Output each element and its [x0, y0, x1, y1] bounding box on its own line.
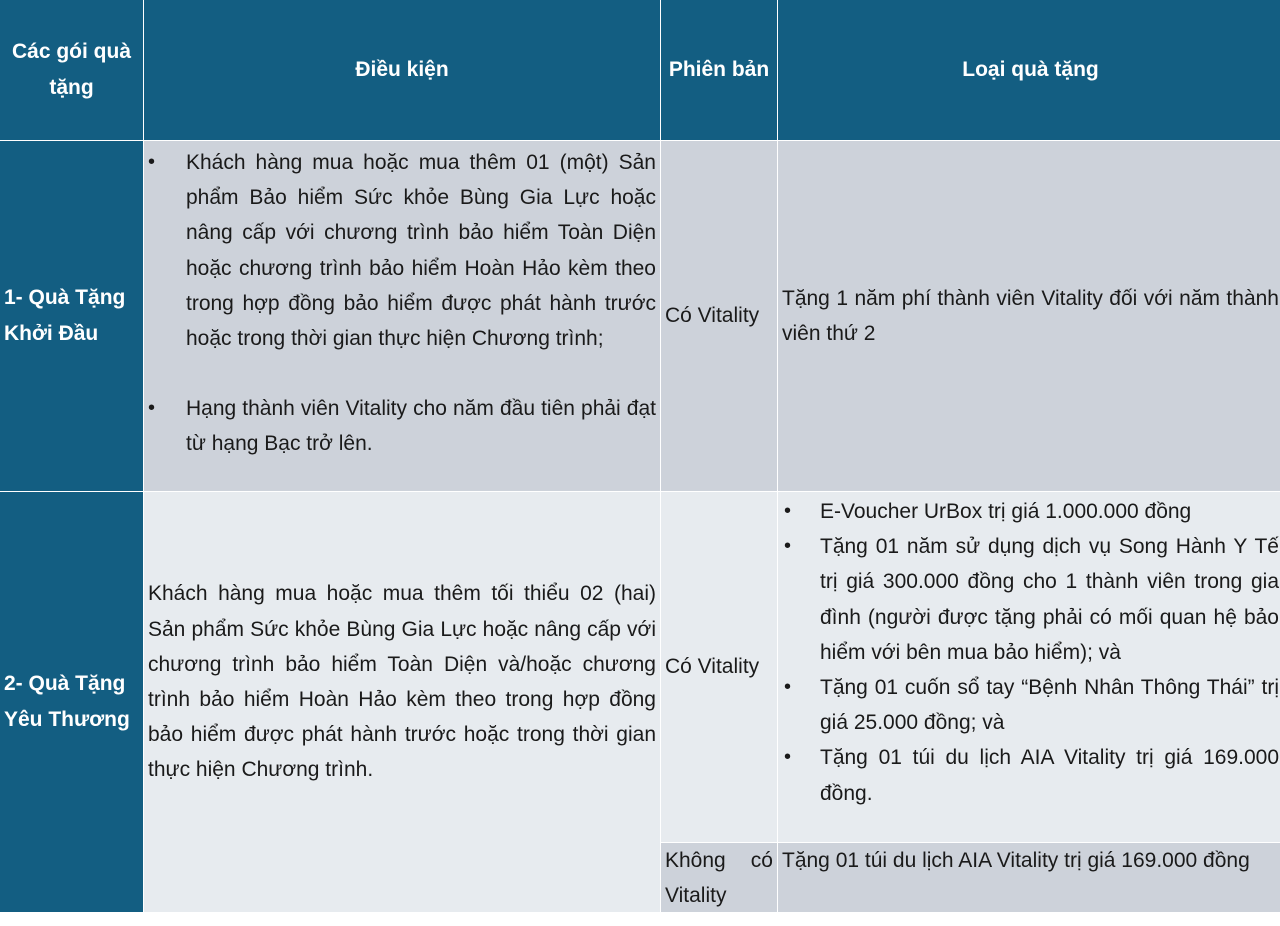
row1-conditions — [144, 141, 660, 491]
row2-version-b — [661, 843, 777, 912]
header-conditions — [144, 0, 660, 140]
row2-gift-b-text: Tặng 01 túi du lịch AIA Vitality trị giá 169.000 đồng — [782, 849, 1250, 872]
list-spacer — [186, 356, 656, 391]
row2-version-a-text: Có Vitality — [665, 655, 760, 679]
header-gift-type-text: Loại quà tặng — [962, 58, 1099, 81]
header-version-text: Phiên bản — [668, 58, 770, 81]
header-packages — [0, 0, 143, 140]
row2-gifts-list — [820, 494, 1279, 811]
row1-conditions-list — [186, 145, 656, 462]
row2-gift-b — [778, 843, 1280, 912]
row1-package-text: 1- Quà Tặng Khởi Đầu — [4, 286, 126, 345]
row1-package — [0, 141, 143, 491]
row1-gift-text: Tặng 1 năm phí thành viên Vitality đối với năm thành viên thứ 2 — [782, 286, 1279, 345]
list-item: • Tặng 01 năm sử dụng dịch vụ Song Hành Y Tế trị giá 300.000 đồng cho 1 thành viên trong gia đình (người được tặng phải có mối quan hệ bảo hiểm với bên mua bảo hiểm); và — [820, 529, 1279, 670]
list-item: • Hạng thành viên Vitality cho năm đầu tiên phải đạt từ hạng Bạc trở lên. — [186, 391, 656, 461]
list-item: • Tặng 01 cuốn sổ tay “Bệnh Nhân Thông Thái” trị giá 25.000 đồng; và — [820, 670, 1279, 740]
header-gift-type — [778, 0, 1280, 140]
header-version — [661, 0, 777, 140]
row2-gifts-a — [778, 492, 1280, 842]
row2-version-a — [661, 492, 777, 842]
row2-version-b-text: Không có Vitality — [665, 849, 773, 908]
row2-conditions-text: Khách hàng mua hoặc mua thêm tối thiểu 02 (hai) Sản phẩm Sức khỏe Bùng Gia Lực hoặc nâng cấp với chương trình bảo hiểm Toàn Diện và/hoặc chương trình bảo hiểm Hoàn Hảo kèm theo trong hợp đồng bảo hiểm được phát hành trước hoặc trong thời gian thực hiện Chương trình. — [148, 582, 656, 782]
row2-package-text: 2- Quà Tặng Yêu Thương — [4, 672, 130, 731]
header-conditions-text: Điều kiện — [355, 58, 449, 81]
list-item: • Khách hàng mua hoặc mua thêm 01 (một) Sản phẩm Bảo hiểm Sức khỏe Bùng Gia Lực hoặc nâng cấp với chương trình bảo hiểm Toàn Diện hoặc chương trình bảo hiểm Hoàn Hảo kèm theo trong hợp đồng bảo hiểm được phát hành trước hoặc trong thời gian thực hiện Chương trình; — [186, 145, 656, 356]
list-item: • Tặng 01 túi du lịch AIA Vitality trị giá 169.000 đồng. — [820, 740, 1279, 810]
list-item: • E-Voucher UrBox trị giá 1.000.000 đồng — [820, 494, 1279, 529]
row1-version — [661, 141, 777, 491]
row1-gift — [778, 141, 1280, 491]
row2-package — [0, 492, 143, 912]
row2-conditions — [144, 492, 660, 912]
row1-version-text: Có Vitality — [665, 304, 760, 328]
header-packages-text: Các gói quà tặng — [11, 40, 132, 99]
